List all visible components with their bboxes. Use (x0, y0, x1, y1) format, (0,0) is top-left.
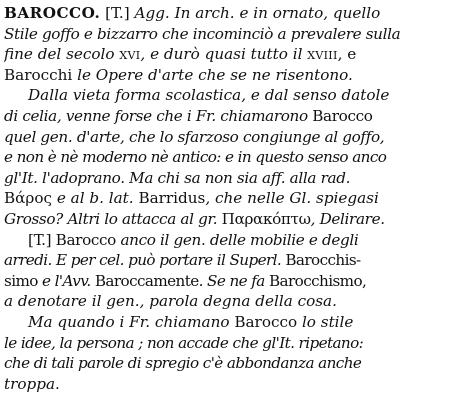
text-run: di celia, venne forse che i Fr. chiamarono (4, 106, 313, 125)
text-run: Stile goffo e bizzarro che incominciò a prevalere sulla (4, 24, 401, 43)
text-run: , e durò quasi tutto il (140, 45, 308, 64)
text-run: a denotare il gen., parola degna della cosa. (4, 292, 337, 311)
entry-line (4, 250, 469, 271)
text-run: xvi (119, 45, 141, 64)
text-run: Barocchis- (285, 251, 361, 270)
text-run: Agg. In arch. e in ornato, quello (134, 4, 381, 22)
text-run: Baroccamente (94, 271, 199, 290)
text-run: Παρακόπτω (221, 209, 311, 228)
text-run: che di tali parole di spregio c'è abbondanza anche (4, 354, 362, 373)
text-run: lo stile (301, 312, 354, 331)
text-run: Barocco (312, 106, 373, 125)
entry-line (4, 291, 469, 312)
text-run: troppa. (4, 374, 60, 393)
entry-line (4, 65, 469, 86)
entry-line (4, 24, 469, 45)
entry-line (4, 188, 469, 209)
headword: BAROCCO. (4, 4, 101, 22)
text-run: . Se ne fa (198, 271, 269, 290)
entry-line (4, 230, 469, 251)
text-run: e l'Avv. (42, 271, 95, 290)
entry-line (4, 85, 469, 106)
text-run: anco il gen. delle mobilie e degli (120, 230, 359, 249)
text-run: , che nelle Gl. spiegasi (205, 189, 379, 208)
entry-line (4, 44, 469, 65)
text-run: Dalla vieta forma scolastica, e dal senso datole (28, 86, 390, 105)
text-run: le Opere d'arte che se ne risentono. (77, 65, 353, 84)
text-run: [T.] (100, 4, 135, 22)
entry-line (4, 353, 469, 374)
text-run: e al b. lat. (56, 189, 139, 208)
text-run: Barocchi (4, 65, 78, 84)
text-run: Grosso? Altri lo attacca al gr. (4, 209, 222, 228)
entry-line (4, 127, 469, 148)
text-run: Βάρος (4, 189, 57, 208)
text-run: quel gen. d'arte, che lo sfarzoso congiunge al goffo, (4, 127, 385, 146)
entry-line (4, 147, 469, 168)
text-run: , e (337, 45, 357, 64)
text-run: fine del secolo (4, 45, 120, 64)
entry-line (4, 106, 469, 127)
text-run: simo (4, 271, 43, 290)
text-run: e non è nè moderno nè antico: e in questo senso anco (4, 148, 387, 167)
text-run: Ma quando i Fr. chiamano (28, 312, 235, 331)
entry-line (4, 333, 469, 354)
text-run: Barocco (234, 312, 302, 331)
text-run: Barocchismo (268, 271, 362, 290)
text-run: xviii (307, 45, 338, 64)
text-run: [T.] (28, 230, 56, 249)
text-run: gl'It. l'adoprano. Ma chi sa non sia aff. alla rad. (4, 168, 351, 187)
text-run: , (362, 271, 367, 290)
entry-line (4, 271, 469, 292)
entry-line (4, 168, 469, 189)
entry-line (4, 209, 469, 230)
text-run: Barocco (55, 230, 121, 249)
entry-line (4, 3, 469, 24)
entry-line (4, 374, 469, 395)
text-run: Barridus (138, 189, 206, 208)
text-run: le idee, la persona ; non accade che gl'It. ripetano: (4, 333, 364, 352)
text-run: arredi. E per cel. può portare il Superl. (4, 251, 286, 270)
entry-line (4, 312, 469, 333)
text-run: , Delirare. (310, 209, 385, 228)
